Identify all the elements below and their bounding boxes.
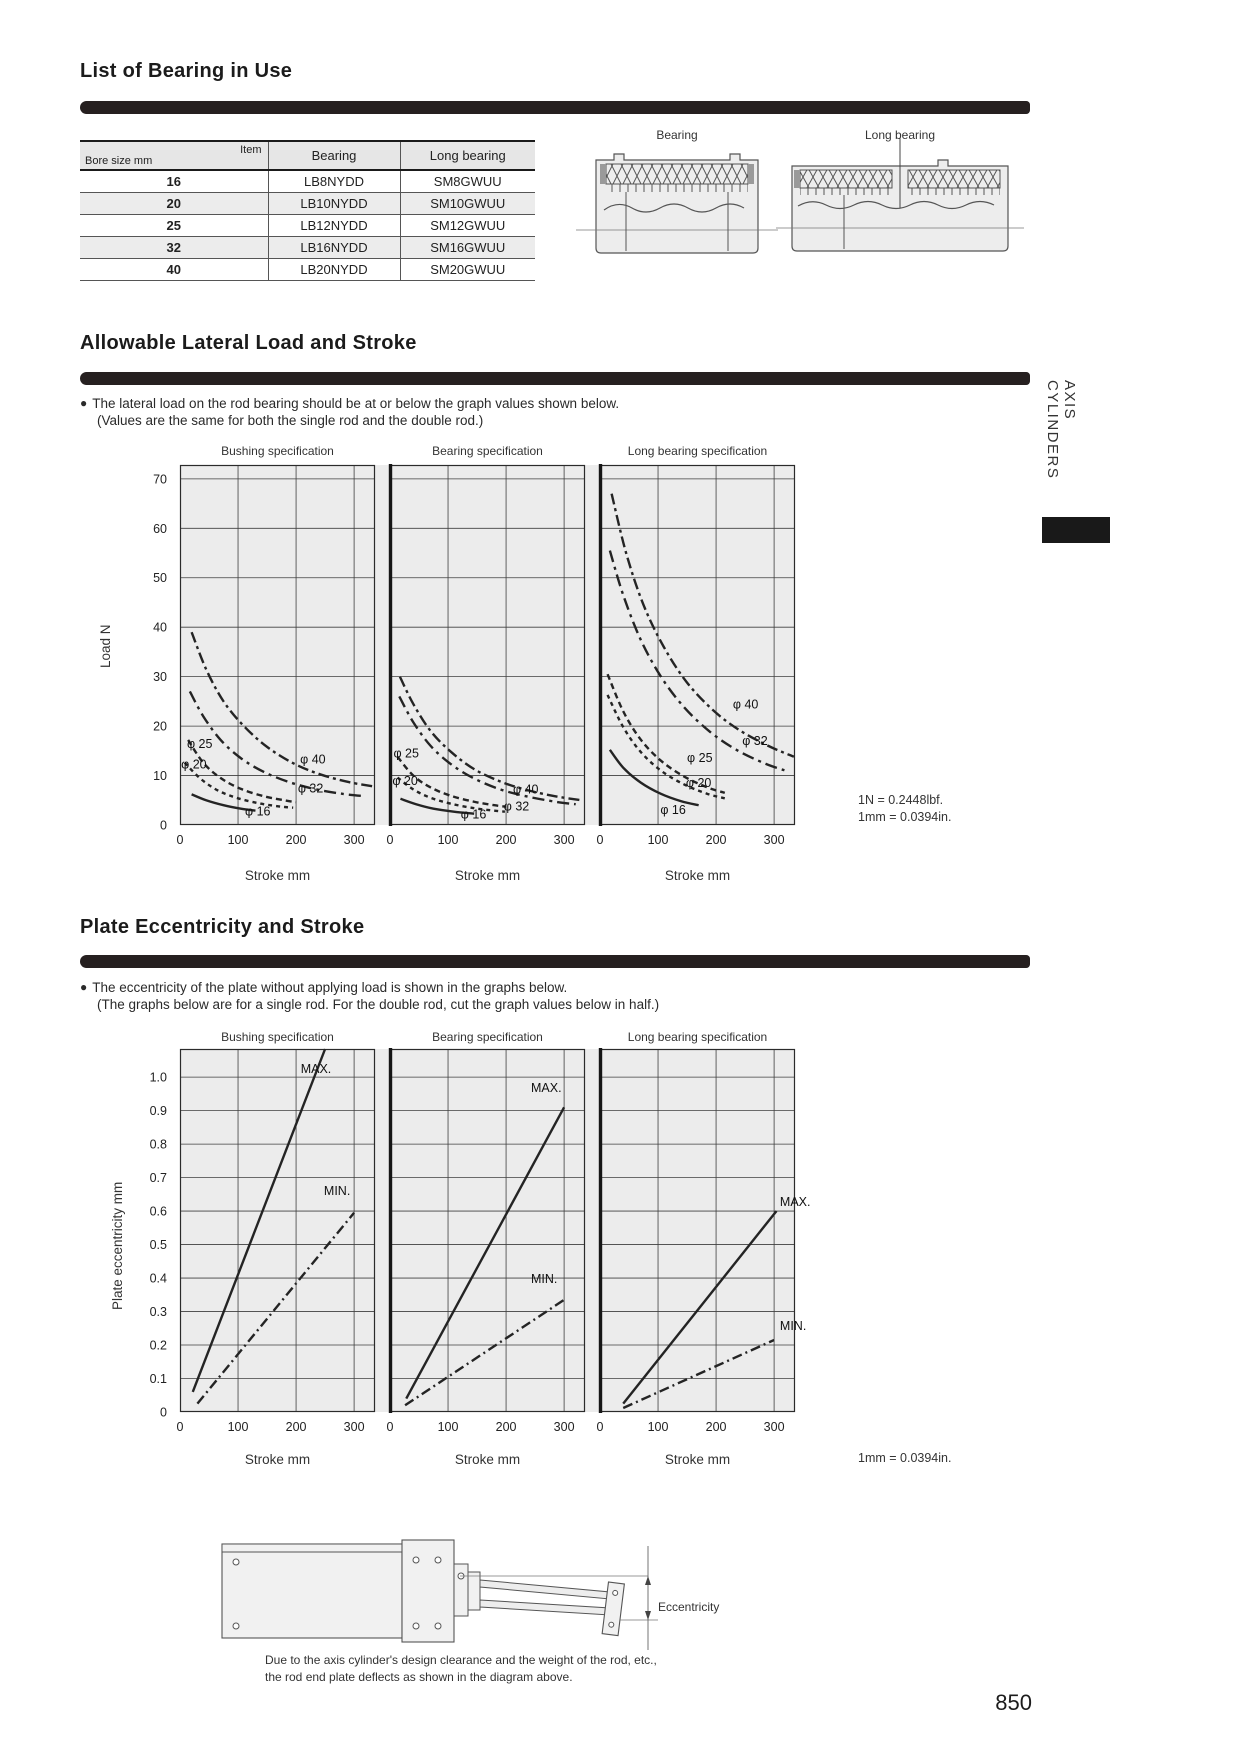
svg-text:300: 300 (763, 1420, 785, 1434)
diagram-caption: Due to the axis cylinder's design clearance and the weight of the rod, etc., the rod end plate deflects as shown in the diagram above. (265, 1653, 657, 1684)
svg-text:φ 16: φ 16 (460, 807, 487, 822)
svg-text:φ 16: φ 16 (245, 804, 271, 819)
svg-text:MAX.: MAX. (779, 1195, 811, 1210)
chart-title: Bushing specification (221, 1030, 334, 1044)
eccentricity-chart-long-bearing (596, 1049, 811, 1440)
table-row: 25 LB12NYDD SM12GWUU (80, 215, 535, 237)
section-rule (80, 101, 1030, 114)
stroke-axis-label: Stroke mm (244, 1452, 311, 1467)
svg-text:φ 32: φ 32 (503, 799, 530, 814)
svg-text:MIN.: MIN. (779, 1318, 807, 1333)
load-chart-bushing (153, 465, 375, 853)
svg-text:0.4: 0.4 (149, 1271, 167, 1286)
svg-text:φ 40: φ 40 (513, 782, 539, 797)
svg-text:φ 32: φ 32 (297, 781, 324, 796)
svg-text:0.3: 0.3 (149, 1305, 167, 1320)
svg-text:0: 0 (160, 1405, 167, 1420)
svg-text:0.9: 0.9 (149, 1104, 167, 1119)
lateral-load-note-line2: (Values are the same for both the single rod and the double rod.) (97, 413, 484, 428)
section-title-bearing-list: List of Bearing in Use (80, 60, 293, 82)
svg-text:200: 200 (705, 833, 727, 847)
table-header-row (80, 141, 535, 170)
chart-title: Bearing specification (432, 444, 543, 458)
svg-text:70: 70 (153, 472, 167, 487)
svg-text:MIN.: MIN. (531, 1272, 558, 1287)
svg-text:φ 40: φ 40 (732, 697, 759, 712)
svg-text:200: 200 (705, 1420, 727, 1434)
svg-text:100: 100 (227, 833, 249, 847)
side-tab-label: AXIS CYLINDERS (1044, 380, 1078, 480)
svg-text:φ 20: φ 20 (392, 773, 418, 788)
svg-text:0: 0 (386, 1420, 394, 1434)
load-axis-label: Load N (98, 624, 113, 668)
svg-text:φ 25: φ 25 (687, 751, 713, 766)
lateral-load-note-line1: ● The lateral load on the rod bearing should be at or below the graph values shown below. (80, 396, 620, 411)
eccentricity-chart-bearing (386, 1049, 585, 1440)
svg-text:200: 200 (495, 1420, 517, 1434)
table-row: 16 LB8NYDD SM8GWUU (80, 170, 535, 193)
svg-text:20: 20 (153, 719, 167, 734)
chart-title: Bushing specification (221, 444, 334, 458)
eccentricity-diagram-label: Eccentricity (658, 1600, 720, 1614)
svg-text:0: 0 (176, 1420, 184, 1434)
svg-text:50: 50 (153, 571, 167, 586)
svg-text:0.7: 0.7 (149, 1171, 167, 1186)
svg-text:300: 300 (763, 833, 785, 847)
svg-text:100: 100 (647, 833, 669, 847)
svg-text:0: 0 (176, 833, 184, 847)
svg-text:φ 32: φ 32 (742, 733, 768, 748)
eccentricity-note-line1: ● The eccentricity of the plate without applying load is shown in the graphs below. (80, 980, 568, 995)
load-chart-long-bearing (596, 465, 795, 853)
chart-title: Long bearing specification (627, 1030, 768, 1044)
col-header-bearing: Bearing (268, 141, 400, 170)
stroke-axis-label: Stroke mm (664, 1452, 731, 1467)
svg-text:0.2: 0.2 (149, 1338, 167, 1353)
load-chart-bearing (386, 465, 585, 853)
svg-text:300: 300 (343, 1420, 365, 1434)
bullet-icon: ● (80, 980, 88, 994)
svg-text:300: 300 (343, 833, 365, 847)
svg-text:200: 200 (285, 1420, 307, 1434)
chart-title: Long bearing specification (627, 444, 768, 458)
svg-text:200: 200 (285, 833, 307, 847)
svg-text:0: 0 (596, 1420, 604, 1434)
section-rule (80, 955, 1030, 968)
section-rule (80, 372, 1030, 385)
section-title-eccentricity: Plate Eccentricity and Stroke (80, 916, 365, 938)
svg-text:0: 0 (596, 833, 604, 847)
svg-text:MAX.: MAX. (300, 1062, 332, 1077)
col-header-long-bearing: Long bearing (400, 141, 535, 170)
svg-text:100: 100 (647, 1420, 669, 1434)
svg-text:φ 25: φ 25 (393, 746, 419, 761)
svg-text:0.5: 0.5 (149, 1238, 167, 1253)
table-row: 40 LB20NYDD SM20GWUU (80, 259, 535, 281)
corner-bore-label: Bore size mm (85, 155, 153, 167)
svg-text:100: 100 (437, 833, 459, 847)
svg-text:40: 40 (153, 620, 167, 635)
svg-text:φ 40: φ 40 (300, 752, 326, 767)
svg-text:0.6: 0.6 (149, 1204, 167, 1219)
corner-item-label: Item (240, 144, 262, 156)
svg-text:10: 10 (153, 769, 167, 784)
stroke-axis-label: Stroke mm (454, 1452, 521, 1467)
chart-title: Bearing specification (432, 1030, 543, 1044)
bearing-table-body (80, 170, 535, 281)
stroke-axis-label: Stroke mm (244, 868, 311, 883)
bearing-table (80, 140, 535, 281)
section-title-lateral-load: Allowable Lateral Load and Stroke (80, 332, 417, 354)
svg-text:300: 300 (553, 833, 575, 847)
stroke-axis-label: Stroke mm (664, 868, 731, 883)
long-bearing-drawing (788, 150, 1012, 258)
svg-text:60: 60 (153, 521, 167, 536)
page-number: 850 (995, 1690, 1032, 1715)
svg-text:200: 200 (495, 833, 517, 847)
deflection-diagram (210, 1528, 720, 1658)
eccentricity-unit-note: 1mm = 0.0394in. (858, 1451, 952, 1465)
table-row: 20 LB10NYDD SM10GWUU (80, 193, 535, 215)
svg-text:φ 20: φ 20 (685, 775, 712, 790)
drawing-label-long-bearing: Long bearing (864, 128, 936, 142)
svg-text:φ 20: φ 20 (181, 757, 207, 772)
svg-text:1.0: 1.0 (149, 1070, 167, 1085)
svg-text:100: 100 (437, 1420, 459, 1434)
svg-text:300: 300 (553, 1420, 575, 1434)
stroke-axis-label: Stroke mm (454, 868, 521, 883)
eccentricity-chart-bushing (149, 1049, 375, 1440)
svg-text:φ 25: φ 25 (186, 736, 213, 751)
svg-text:30: 30 (153, 670, 167, 685)
table-row: 32 LB16NYDD SM16GWUU (80, 237, 535, 259)
svg-text:MIN.: MIN. (323, 1184, 351, 1199)
side-tab-marker (1042, 517, 1110, 543)
svg-text:φ 16: φ 16 (660, 803, 686, 818)
load-unit-note: 1N = 0.2448lbf. 1mm = 0.0394in. (858, 793, 952, 824)
svg-text:MAX.: MAX. (531, 1081, 562, 1096)
drawing-label-bearing: Bearing (656, 128, 698, 142)
svg-text:0.1: 0.1 (149, 1372, 167, 1387)
svg-text:0: 0 (386, 833, 394, 847)
eccentricity-note-line2: (The graphs below are for a single rod. For the double rod, cut the graph values below in half.) (97, 997, 660, 1012)
eccentricity-axis-label: Plate eccentricity mm (110, 1181, 125, 1310)
table-corner-cell (80, 141, 268, 170)
svg-text:100: 100 (227, 1420, 249, 1434)
bearing-drawing (592, 146, 762, 260)
svg-text:0.8: 0.8 (149, 1137, 167, 1152)
svg-text:0: 0 (160, 818, 167, 833)
bullet-icon: ● (80, 396, 88, 410)
